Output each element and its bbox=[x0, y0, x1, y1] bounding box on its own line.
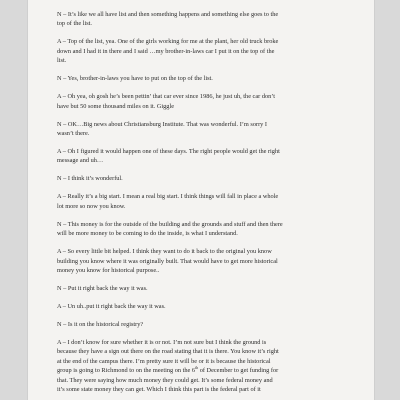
transcript-line: top of the list. bbox=[57, 20, 92, 28]
transcript-line: building you know where it was originally built. That would have to get more historical bbox=[57, 257, 278, 265]
transcript-line: at the end of the campus there. I’m pretty sure it will be or it is because the historical bbox=[57, 357, 271, 365]
transcript-paragraph bbox=[57, 74, 369, 83]
transcript-line: N – This money is for the outside of the building and the grounds and stuff and then there bbox=[57, 220, 283, 228]
transcript-line: N – OK…Big news about Christiansburg Institute. That was wonderful. I’m sorry I bbox=[57, 120, 267, 128]
transcript-line: A – I don’t know for sure whether it is or not. I’m not sure but I think the ground is bbox=[57, 339, 267, 347]
transcript-paragraph bbox=[57, 284, 369, 293]
transcript-paragraph bbox=[57, 10, 369, 29]
transcript-line: message and uh… bbox=[57, 157, 104, 165]
transcript-paragraph bbox=[57, 247, 369, 275]
transcript-line: N – Put it right back the way it was. bbox=[57, 285, 148, 293]
transcript-paragraph bbox=[57, 147, 369, 166]
transcript-line: A – Un uh..put it right back the way it was. bbox=[57, 303, 166, 311]
transcript-page bbox=[28, 0, 374, 400]
transcript-line: A – Oh I figured it would happen one of these days. The right people would get the right bbox=[57, 148, 280, 156]
transcript-line: that. They were saying how much money they could get. It’s some federal money and bbox=[57, 376, 273, 384]
transcript-line: group is going to Richmond to on the meeting on the 6th of December to get funding for bbox=[57, 365, 279, 375]
transcript-line: list. bbox=[57, 57, 67, 65]
transcript-paragraph bbox=[57, 120, 369, 139]
transcript-line: A – Oh yea, oh gosh he’s been pettin’ that car ever since 1986, he just uh, the car don’t bbox=[57, 93, 275, 101]
transcript-line: N – It’s like we all have list and then something happens and something else goes to the bbox=[57, 11, 279, 18]
transcript-line: A – Really it’s a big start. I mean a real big start. I think things will fall in place a whole bbox=[57, 193, 279, 201]
transcript-paragraph bbox=[57, 302, 369, 311]
transcript-line: it’s some state money they can get. Which I think this part is the federal part of it bbox=[57, 386, 261, 394]
transcript-line: because they have a sign out there on the road stating that it is there. You know it’s right bbox=[57, 348, 279, 356]
transcript-paragraph bbox=[57, 37, 369, 65]
transcript-line: down and I had it in there and I said …my brother-in-laws car I put it on the top of the bbox=[57, 47, 275, 55]
transcript-paragraph bbox=[57, 192, 369, 211]
transcript-paragraph bbox=[57, 220, 369, 239]
transcript-line: will be more money to be coming to do the inside, is what I understand. bbox=[57, 230, 238, 238]
transcript-line: A – So every little bit helped. I think they want to do it back to the original you know bbox=[57, 248, 272, 256]
transcript-line: money you know for historical purpose.. bbox=[57, 267, 160, 275]
transcript-paragraph bbox=[57, 338, 369, 394]
transcript-line: A – Top of the list, yea. One of the girls working for me at the plant, her old truck broke bbox=[57, 38, 279, 46]
transcript-paragraph bbox=[57, 92, 369, 111]
transcript-line: N – Yes, brother-in-laws you have to put on the top of the list. bbox=[57, 75, 213, 83]
transcript-line: wasn’t there. bbox=[57, 130, 90, 138]
transcript-paragraph bbox=[57, 320, 369, 329]
transcript-line: N – Is it on the historical registry? bbox=[57, 321, 144, 329]
transcript-line: lot more so now you know. bbox=[57, 202, 126, 210]
transcript-line: N – I think it’s wonderful. bbox=[57, 175, 123, 183]
transcript-body bbox=[57, 10, 369, 400]
transcript-line: have but 50 some thousand miles on it. Giggle bbox=[57, 102, 175, 110]
transcript-paragraph bbox=[57, 174, 369, 183]
